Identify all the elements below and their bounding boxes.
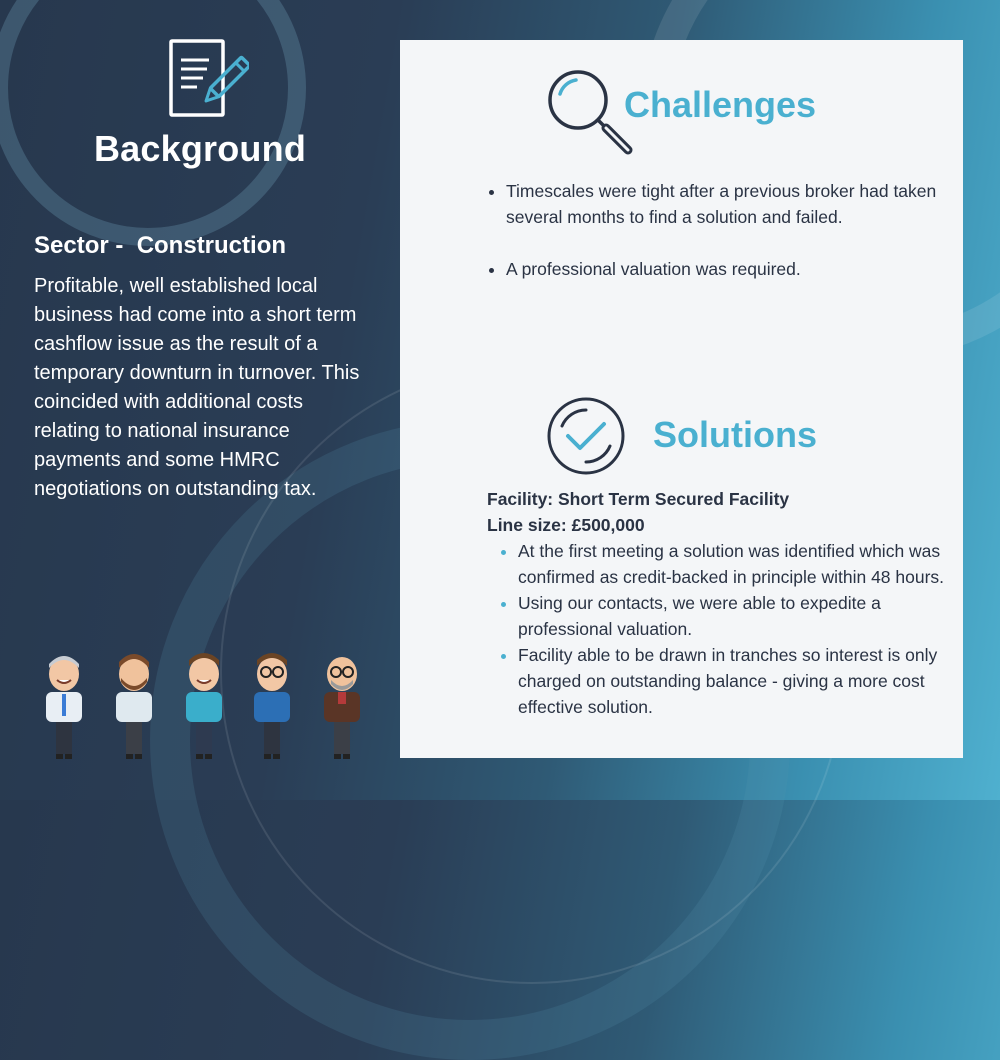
list-item: • At the first meeting a solution was identified which was confirmed as credit-backed in principle within 48 hours.: [518, 538, 958, 590]
background-title: Background: [93, 128, 307, 169]
challenges-title: Challenges: [624, 84, 817, 125]
list-item: • Using our contacts, we were able to expedite a professional valuation.: [518, 590, 958, 642]
background-panel: [0, 0, 390, 800]
checkmark-circle-icon: [546, 396, 626, 476]
list-item: • Facility able to be drawn in tranches so interest is only charged on outstanding balance - giving a more cost effective solution.: [518, 642, 958, 720]
facility-details: [487, 486, 789, 538]
facility-type: Facility: Short Term Secured Facility: [487, 489, 790, 509]
list-item: • Timescales were tight after a previous broker had taken several months to find a solution and failed.: [506, 178, 956, 230]
person-illustration: [108, 652, 160, 760]
sector-heading: Sector - Construction: [34, 232, 287, 259]
list-item: • A professional valuation was required.: [506, 256, 956, 282]
magnifier-icon: [546, 68, 636, 158]
details-card: [400, 40, 963, 758]
person-illustration: [38, 652, 90, 760]
line-size: Line size: £500,000: [487, 515, 645, 535]
solutions-title: Solutions: [653, 414, 817, 455]
team-illustration: [34, 652, 379, 762]
person-illustration: [316, 652, 368, 760]
person-illustration: [246, 652, 298, 760]
background-description: Profitable, well established local business had come into a short term cashflow issue as the result of a temporary downturn in turnover. This coincided with additional costs relating to national insurance payments and some HMRC negotiations on outstanding tax.: [34, 275, 360, 500]
solutions-list: [500, 538, 958, 720]
document-pen-icon: [165, 38, 249, 122]
challenges-list: [488, 178, 956, 308]
person-illustration: [178, 652, 230, 760]
